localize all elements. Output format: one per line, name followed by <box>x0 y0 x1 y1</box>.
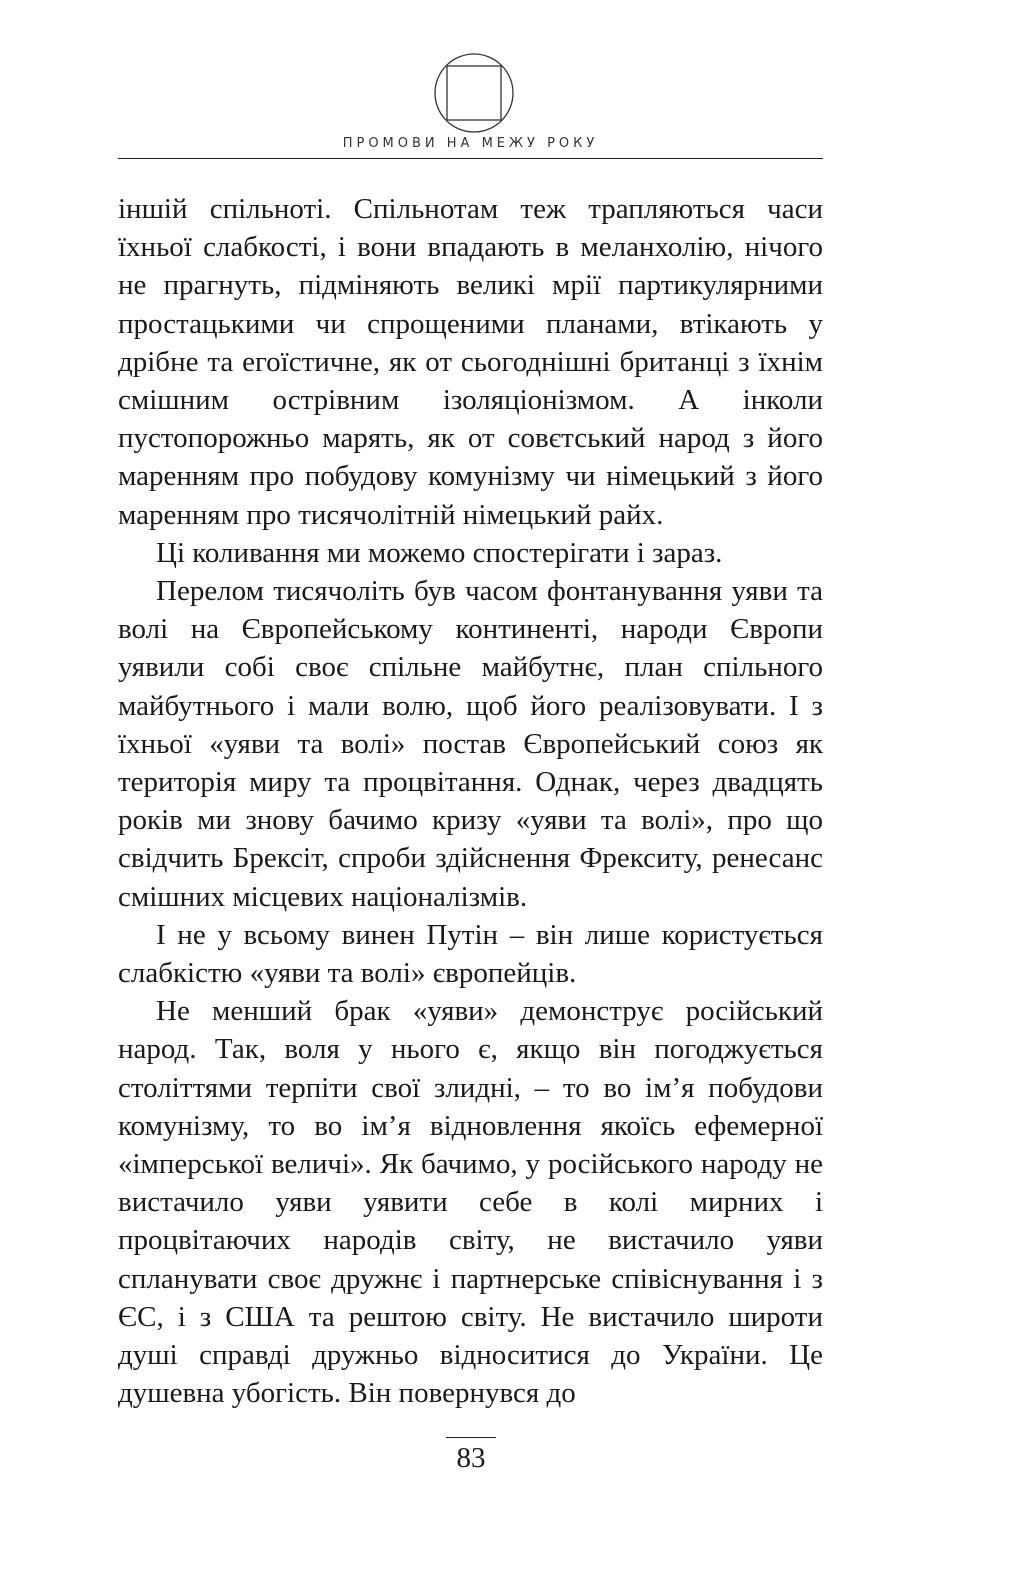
paragraph: Ці коливання ми можемо спостерігати і зараз. <box>156 536 723 569</box>
running-title: ПРОМОВИ НА МЕЖУ РОКУ <box>342 136 599 151</box>
header-rule <box>118 158 823 159</box>
circle-square-icon <box>433 52 515 134</box>
paragraph: І не у всьому винен Путін – він лише користується слабкістю «уяви та волі» європейців. <box>118 918 823 990</box>
body-text <box>118 190 823 1413</box>
paragraph: іншій спільноті. Спільнотам теж трапляються часи їхньої слабкості, і вони впадають в меланхолію, нічого не прагнуть, підміняють великі мрії партикулярними простацькими чи спрощеними планами, втікають у дрібне та егоїстичне, як от сьогоднішні британці з їхнім смішним острівним ізоляціонізмом. А інколи пустопорожньо марять, як от совєтський народ з його маренням про побудову комунізму чи німецький з його маренням про тисячолітній німецький райх. <box>118 193 823 531</box>
paragraph: Перелом тисячоліть був часом фонтанування уяви та волі на Європейському континенті, народи Європи уявили собі своє спільне майбутнє, план спільного майбутнього і мали волю, щоб його реалізовувати. І з їхньої «уяви та волі» постав Європейський союз як територія миру та процвітання. Однак, через двадцять років ми знову бачимо кризу «уяви та волі», про що свідчить Брексіт, спроби здійснення Фрекситу, ренесанс смішних місцевих націоналізмів. <box>118 575 823 913</box>
paragraph: Не менший брак «уяви» демонструє російський народ. Так, воля у нього є, якщо він погоджується століттями терпіти свої злидні, – то во ім’я побудови комунізму, то во ім’я відновлення якоїсь ефемерної «імперської величі». Як бачимо, у російського народу не вистачило уяви уявити себе в колі мирних і процвітаючих народів світу, не вистачило уяви спланувати своє дружнє і партнерське співіснування і з ЄС, і з США та рештою світу. Не вистачило широти душі справді дружньо відноситися до України. Це душевна убогість. Він повернувся до <box>118 995 823 1410</box>
page-number: 83 <box>446 1437 496 1477</box>
